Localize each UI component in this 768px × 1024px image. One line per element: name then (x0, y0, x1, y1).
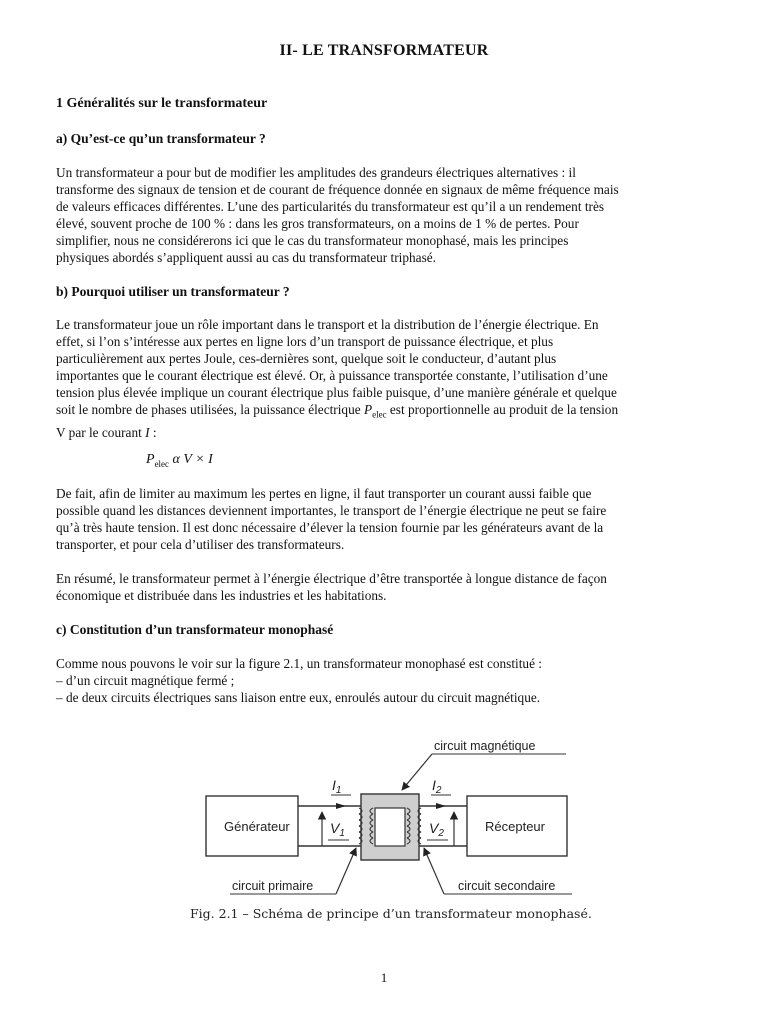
text-line: simplifier, nous ne considérerons ici que le cas du transformateur monophasé, mais les principes (56, 233, 569, 248)
text-line: particulièrement aux pertes Joule, ces-dernières sont, quelque soit le conducteur, d’autant plus (56, 351, 557, 366)
v2-subscript: 2 (438, 828, 444, 839)
page-number: 1 (380, 970, 388, 985)
i2-symbol: I (432, 777, 436, 793)
paragraph-b3 (56, 570, 715, 604)
text-line: transforme des signaux de tension et de courant de fréquence donnée en signaux de même fréquence mais (56, 182, 619, 197)
text-line: qu’à très haute tension. Il est donc nécessaire d’élever la tension fournie par les générateurs avant de la (56, 520, 604, 535)
current-arrow-i1 (336, 803, 346, 809)
voltage-label-v2 (429, 820, 444, 839)
figure-caption: Fig. 2.1 – Schéma de principe d’un transformateur monophasé. (190, 906, 592, 921)
formula-rest: α V × I (169, 452, 213, 467)
text-line: De fait, afin de limiter au maximum les pertes en ligne, il faut transporter un courant aussi faible que (56, 486, 592, 501)
receiver-label: Récepteur (485, 819, 545, 834)
symbol-i: I (145, 424, 150, 440)
i2-subscript: 2 (435, 785, 442, 796)
text-line: transporter, et pour cela d’utiliser des transformateurs. (56, 537, 345, 552)
text-segment: soit le nombre de phases utilisées, la puissance électrique (56, 402, 364, 417)
text-line (56, 424, 715, 441)
text-line: de valeurs efficaces différentes. L’une des particularités du transformateur est qu’il a un rendement très (56, 199, 605, 214)
page-title: II- LE TRANSFORMATEUR (279, 42, 489, 59)
v2-symbol: V (429, 820, 439, 836)
symbol-subscript: elec (372, 409, 387, 420)
label-primary-circuit: circuit primaire (232, 879, 314, 893)
paragraph-b1 (56, 316, 715, 441)
primary-label-arrow (336, 848, 356, 894)
text-line: En résumé, le transformateur permet à l’énergie électrique d’être transportée à longue distance de façon (56, 571, 607, 586)
voltage-label-v1 (330, 820, 345, 839)
core-window (375, 808, 405, 846)
section-heading-generalites: 1 Généralités sur le transformateur (56, 96, 268, 111)
power-formula (146, 452, 213, 469)
text-line: physiques abordés s’appliquent aussi au cas du transformateur triphasé. (56, 250, 436, 265)
formula-subscript: elec (154, 458, 170, 469)
secondary-label-arrow (424, 848, 444, 894)
text-line: Comme nous pouvons le voir sur la figure 2.1, un transformateur monophasé est constitué : (56, 656, 542, 671)
text-segment: V par le courant (56, 424, 146, 440)
magnetic-label-arrow (402, 754, 432, 790)
text-line: – de deux circuits électriques sans liaison entre eux, enroulés autour du circuit magnétique. (56, 690, 541, 705)
current-arrow-i2 (436, 803, 446, 809)
text-line: possible quand les distances deviennent importantes, le transport de l’énergie électrique ne peut se faire (56, 503, 607, 518)
text-line: tension plus élevée implique un courant électrique plus faible puisque, d’une manière générale et quelque (56, 385, 617, 400)
text-line: Un transformateur a pour but de modifier les amplitudes des grandeurs électriques alternatives : il (56, 165, 576, 180)
paragraph-b2 (56, 485, 715, 553)
generator-label: Générateur (224, 819, 290, 834)
i1-symbol: I (332, 777, 336, 793)
formula-p: P (146, 452, 155, 467)
subheading-a: a) Qu’est-ce qu’un transformateur ? (56, 131, 266, 146)
i1-subscript: 1 (335, 785, 342, 796)
v1-subscript: 1 (339, 828, 345, 839)
paragraph-c (56, 655, 715, 706)
text-line: effet, si l’on s’intéresse aux pertes en ligne lors d’un transport de puissance électrique, et plus (56, 334, 554, 349)
subheading-b: b) Pourquoi utiliser un transformateur ? (56, 284, 290, 299)
text-segment: : (149, 424, 157, 440)
text-line: Le transformateur joue un rôle important dans le transport et la distribution de l’énergie électrique. En (56, 317, 599, 332)
label-magnetic-circuit: circuit magnétique (434, 739, 536, 753)
v1-symbol: V (330, 820, 340, 836)
transformer-diagram (186, 732, 622, 932)
text-line: – d’un circuit magnétique fermé ; (56, 673, 235, 688)
text-line: élevé, souvent proche de 100 % : dans les gros transformateurs, on a moins de 1 % de pertes. Pour (56, 216, 579, 231)
text-line: importantes que le courant électrique est élevé. Or, à puissance transportée constante, l’utilisation d’une (56, 368, 608, 383)
current-label-i1 (332, 777, 341, 796)
text-line: économique et distribuée dans les industries et les habitations. (56, 588, 387, 603)
symbol-p: P (363, 402, 373, 417)
paragraph-a (56, 164, 715, 266)
text-line (56, 401, 715, 424)
current-label-i2 (432, 777, 442, 796)
subheading-c: c) Constitution d’un transformateur monophasé (56, 622, 334, 637)
text-segment: est proportionnelle au produit de la tension (386, 402, 619, 417)
label-secondary-circuit: circuit secondaire (458, 879, 556, 893)
